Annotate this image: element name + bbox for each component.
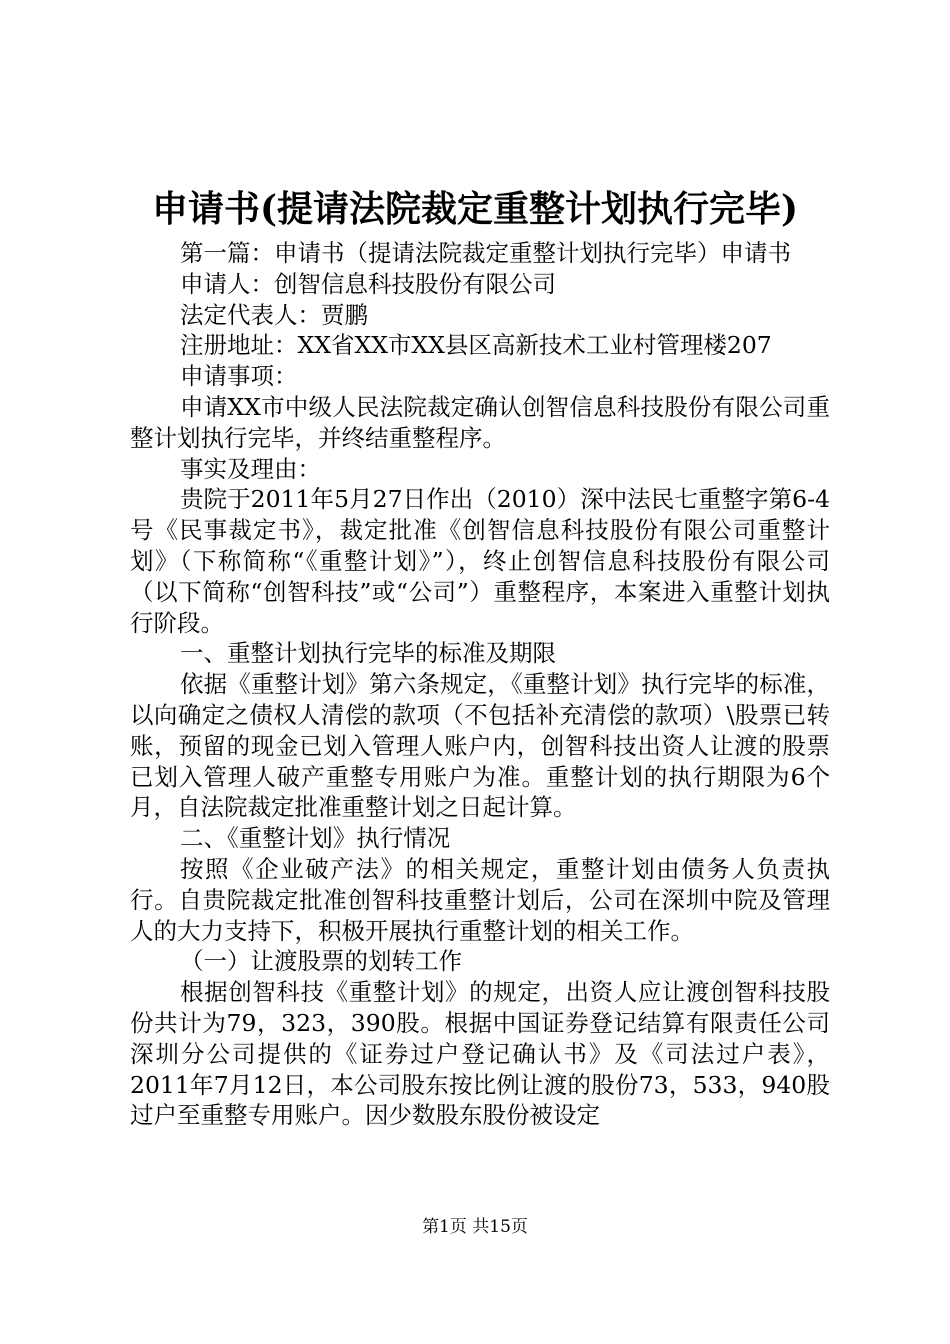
paragraph: 第一篇：申请书（提请法院裁定重整计划执行完毕）申请书 [180,239,791,267]
paragraph: 申请人：创智信息科技股份有限公司 [180,269,556,298]
document-title: 申请书(提请法院裁定重整计划执行完毕) [151,188,799,230]
paragraph: 依据《重整计划》第六条规定，《重整计划》执行完毕的标准，以向确定之债权人清偿的款项（不包括补充清偿的款项）\股票已转账，预留的现金已划入管理人账户内，创智科技出资人让渡的股票已划入管理人破产重整专用账户为准。重整计划的执行期限为6个月，自法院裁定批准重整计划之日起计算。 [130,670,830,822]
paragraph: 根据创智科技《重整计划》的规定，出资人应让渡创智科技股份共计为79，323，390股。根据中国证券登记结算有限责任公司深圳分公司提供的《证券过户登记确认书》及《司法过户表》，2011年7月12日，本公司股东按比例让渡的股份73，533，940股过户至重整专用账户。因少数股东股份被设定 [130,978,830,1130]
page-number-footer: 第1页 共15页 [422,1217,528,1237]
paragraph: 贵院于2011年5月27日作出（2010）深中法民七重整字第6-4号《民事裁定书》，裁定批准《创智信息科技股份有限公司重整计划》（下称简称“《重整计划》”），终止创智信息科技股份有限公司（以下简称“创智科技”或“公司”）重整程序，本案进入重整计划执行阶段。 [130,485,830,637]
paragraph: 事实及理由： [180,454,321,483]
paragraph: 申请XX市中级人民法院裁定确认创智信息科技股份有限公司重整计划执行完毕，并终结重整程序。 [130,392,830,452]
paragraph: 申请事项： [180,362,298,391]
document-body [130,238,830,1131]
subsection-heading: （一）让渡股票的划转工作 [180,947,462,976]
paragraph: 法定代表人：贾鹏 [180,300,368,329]
paragraph: 按照《企业破产法》的相关规定，重整计划由债务人负责执行。自贵院裁定批准创智科技重整计划后，公司在深圳中院及管理人的大力支持下，积极开展执行重整计划的相关工作。 [130,854,830,945]
paragraph: 注册地址：XX省XX市XX县区高新技术工业村管理楼207 [180,331,772,360]
section-heading: 一、重整计划执行完毕的标准及期限 [180,639,556,668]
section-heading: 二、《重整计划》执行情况 [180,824,451,853]
